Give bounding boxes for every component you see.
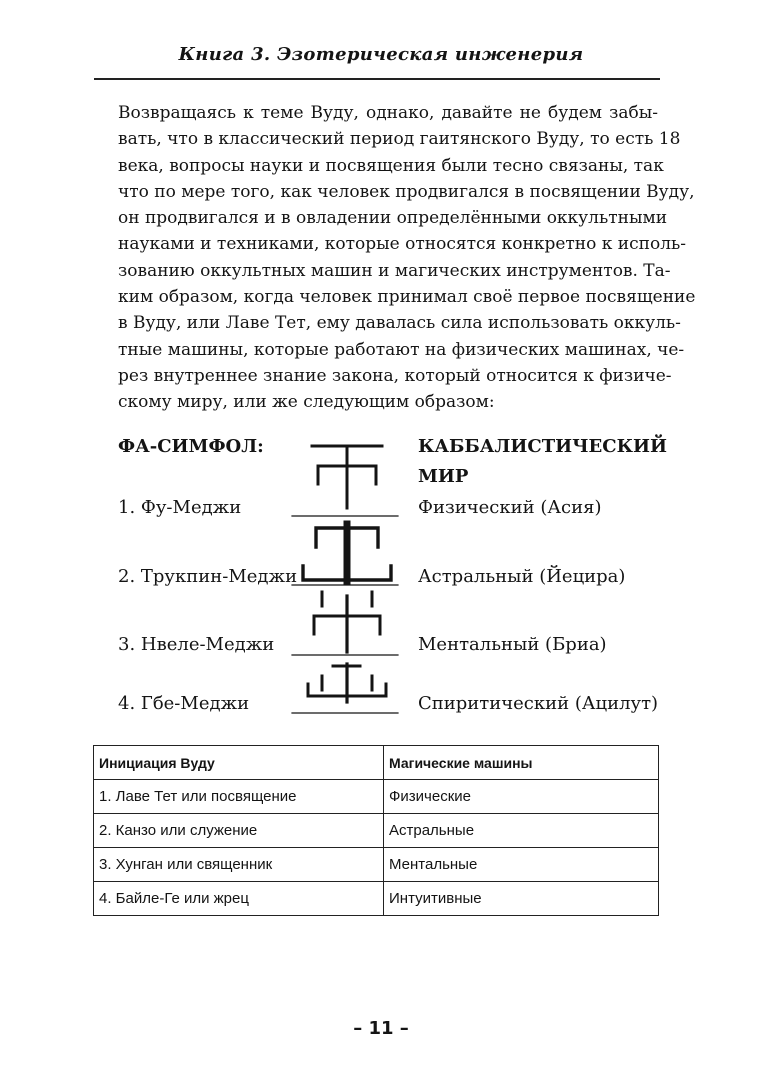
text-line: века, вопросы науки и посвящения были тесно связаны, так: [118, 155, 664, 176]
fa-label-4: 4. Гбе-Меджи: [118, 693, 250, 714]
fa-label-2: 2. Трукпин-Меджи: [118, 566, 298, 587]
table-cell: 2. Канзо или служение: [94, 814, 384, 848]
table-cell: 3. Хунган или священник: [94, 848, 384, 882]
fa-label-3: 3. Нвеле-Меджи: [118, 634, 275, 655]
text-line: зованию оккультных машин и магических инструментов. Та-: [118, 260, 671, 281]
table-cell: 1. Лаве Тет или посвящение: [94, 780, 384, 814]
text-line: тные машины, которые работают на физических машинах, че-: [118, 339, 685, 360]
table-row: [94, 848, 659, 882]
text-line: в Вуду, или Лаве Тет, ему давалась сила использовать оккуль-: [118, 313, 681, 334]
nvele-medji-glyph: [292, 592, 398, 655]
kabbalistic-world-heading: КАББАЛИСТИЧЕСКИЙ: [418, 436, 667, 457]
text-line: что по мере того, как человек продвигался в посвящении Вуду,: [118, 181, 695, 202]
table-row: [94, 780, 659, 814]
text-line: вать, что в классический период гаитянского Вуду, то есть 18: [118, 129, 681, 150]
table-cell: Физические: [384, 780, 659, 814]
table-cell: Ментальные: [384, 848, 659, 882]
text-line: он продвигался и в овладении определёнными оккультными: [118, 208, 668, 229]
world-label-3: Ментальный (Бриа): [418, 634, 607, 655]
fa-symbol-heading: ФА-СИМФОЛ:: [118, 436, 264, 457]
page-number: – 11 –: [353, 1018, 409, 1039]
column-header: Инициация Вуду: [94, 746, 384, 780]
table-cell: 4. Байле-Ге или жрец: [94, 882, 384, 916]
fu-medji-glyph: [292, 446, 398, 516]
trukpin-medji-glyph: [292, 524, 398, 585]
table-row: [94, 882, 659, 916]
text-line: науками и техниками, которые относятся конкретно к исполь-: [118, 234, 687, 255]
world-label-4: Спиритический (Ацилут): [418, 693, 659, 714]
table-cell: Астральные: [384, 814, 659, 848]
text-line: рез внутреннее знание закона, который относится к физиче-: [118, 365, 672, 386]
initiation-table: [93, 745, 659, 916]
text-line: скому миру, или же следующим образом:: [118, 392, 495, 413]
text-line: Возвращаясь к теме Вуду, однако, давайте не будем забы-: [118, 103, 658, 123]
column-header: Магические машины: [384, 746, 659, 780]
world-label-2: Астральный (Йецира): [418, 566, 626, 587]
table-row: [94, 814, 659, 848]
table-header-row: [94, 746, 659, 780]
world-label-1: Физический (Асия): [418, 497, 602, 518]
fa-label-1: 1. Фу-Меджи: [118, 497, 242, 518]
text-line: ким образом, когда человек принимал своё первое посвящение: [118, 287, 696, 308]
table-cell: Интуитивные: [384, 882, 659, 916]
gbe-medji-glyph: [292, 664, 398, 713]
kabbalistic-world-heading-2: МИР: [418, 466, 469, 487]
running-title: Книга 3. Эзотерическая инженерия: [178, 44, 584, 65]
